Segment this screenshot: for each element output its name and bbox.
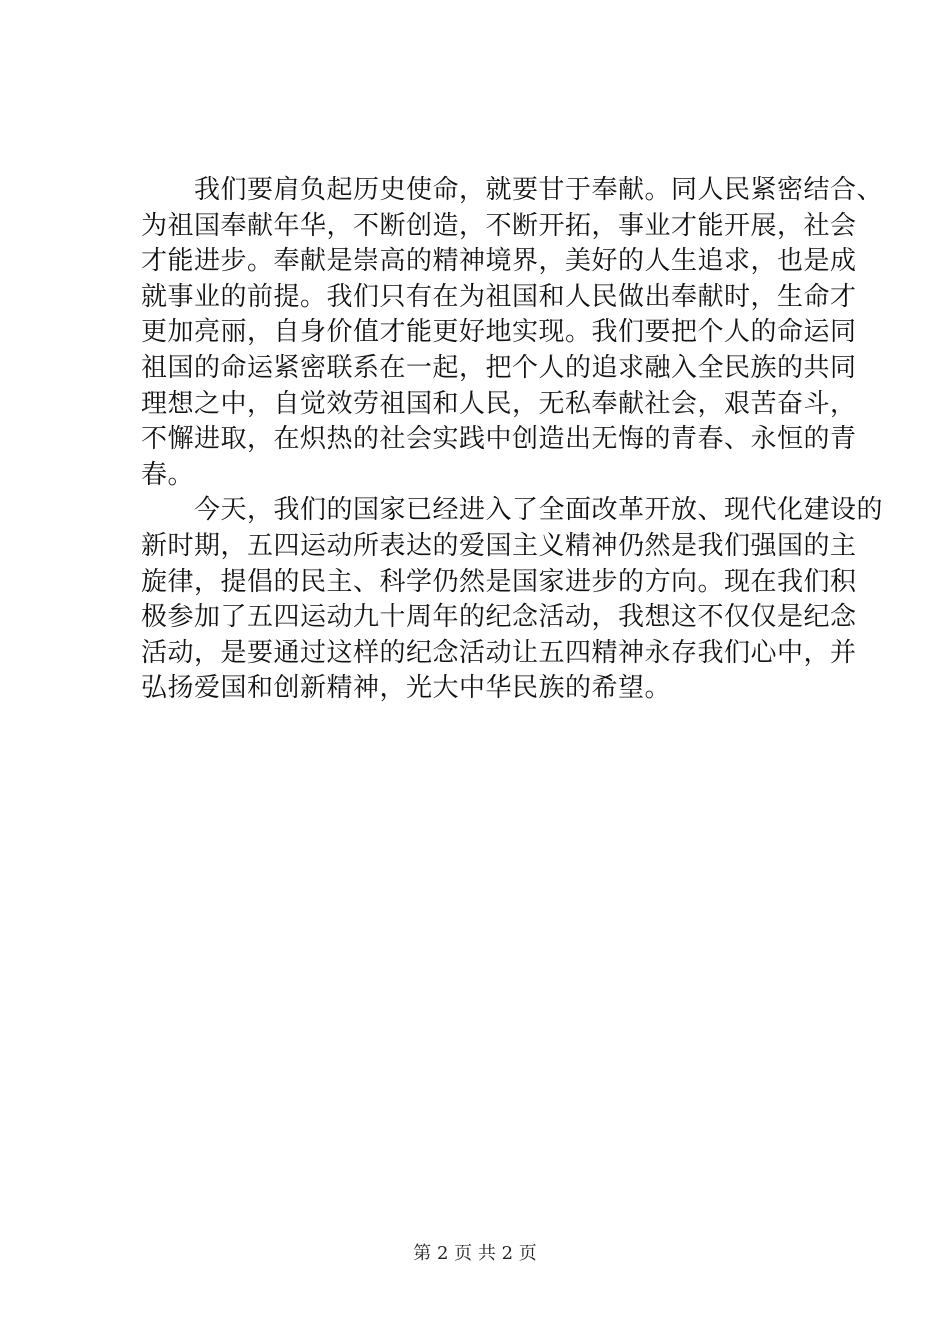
paragraph-2-line-4: 极参加了五四运动九十周年的纪念活动，我想这不仅仅是纪念 <box>141 602 857 633</box>
paragraph-2-line-2: 新时期，五四运动所表达的爱国主义精神仍然是我们强国的主 <box>141 530 857 561</box>
paragraph-1-line-8: 不懈进取，在炽热的社会实践中创造出无悔的青春、永恒的青 <box>141 424 857 455</box>
paragraph-1-line-4: 就事业的前提。我们只有在为祖国和人民做出奉献时，生命才 <box>141 281 857 312</box>
page-number-footer: 第 2 页 共 2 页 <box>413 1243 537 1264</box>
paragraph-1-line-5: 更加亮丽，自身价值才能更好地实现。我们要把个人的命运同 <box>141 317 857 348</box>
body-text <box>141 173 884 707</box>
paragraph-1-line-1: 我们要肩负起历史使命，就要甘于奉献。同人民紧密结合、 <box>141 175 884 205</box>
paragraph-1-line-6: 祖国的命运紧密联系在一起，把个人的追求融入全民族的共同 <box>141 352 857 383</box>
paragraph-1-line-7: 理想之中，自觉效劳祖国和人民，无私奉献社会，艰苦奋斗， <box>141 388 857 419</box>
paragraph-1-line-9: 春。 <box>141 459 195 490</box>
paragraph-1-line-2: 为祖国奉献年华，不断创造，不断开拓，事业才能开展，社会 <box>141 210 857 241</box>
paragraph-2-line-5: 活动，是要通过这样的纪念活动让五四精神永存我们心中，并 <box>141 637 857 668</box>
paragraph-1-line-3: 才能进步。奉献是崇高的精神境界，美好的人生追求，也是成 <box>141 246 857 277</box>
paragraph-2-line-6: 弘扬爱国和创新精神，光大中华民族的希望。 <box>141 673 672 704</box>
paragraph-2-line-3: 旋律，提倡的民主、科学仍然是国家进步的方向。现在我们积 <box>141 566 857 597</box>
paragraph-2-line-1: 今天，我们的国家已经进入了全面改革开放、现代化建设的 <box>141 495 884 526</box>
